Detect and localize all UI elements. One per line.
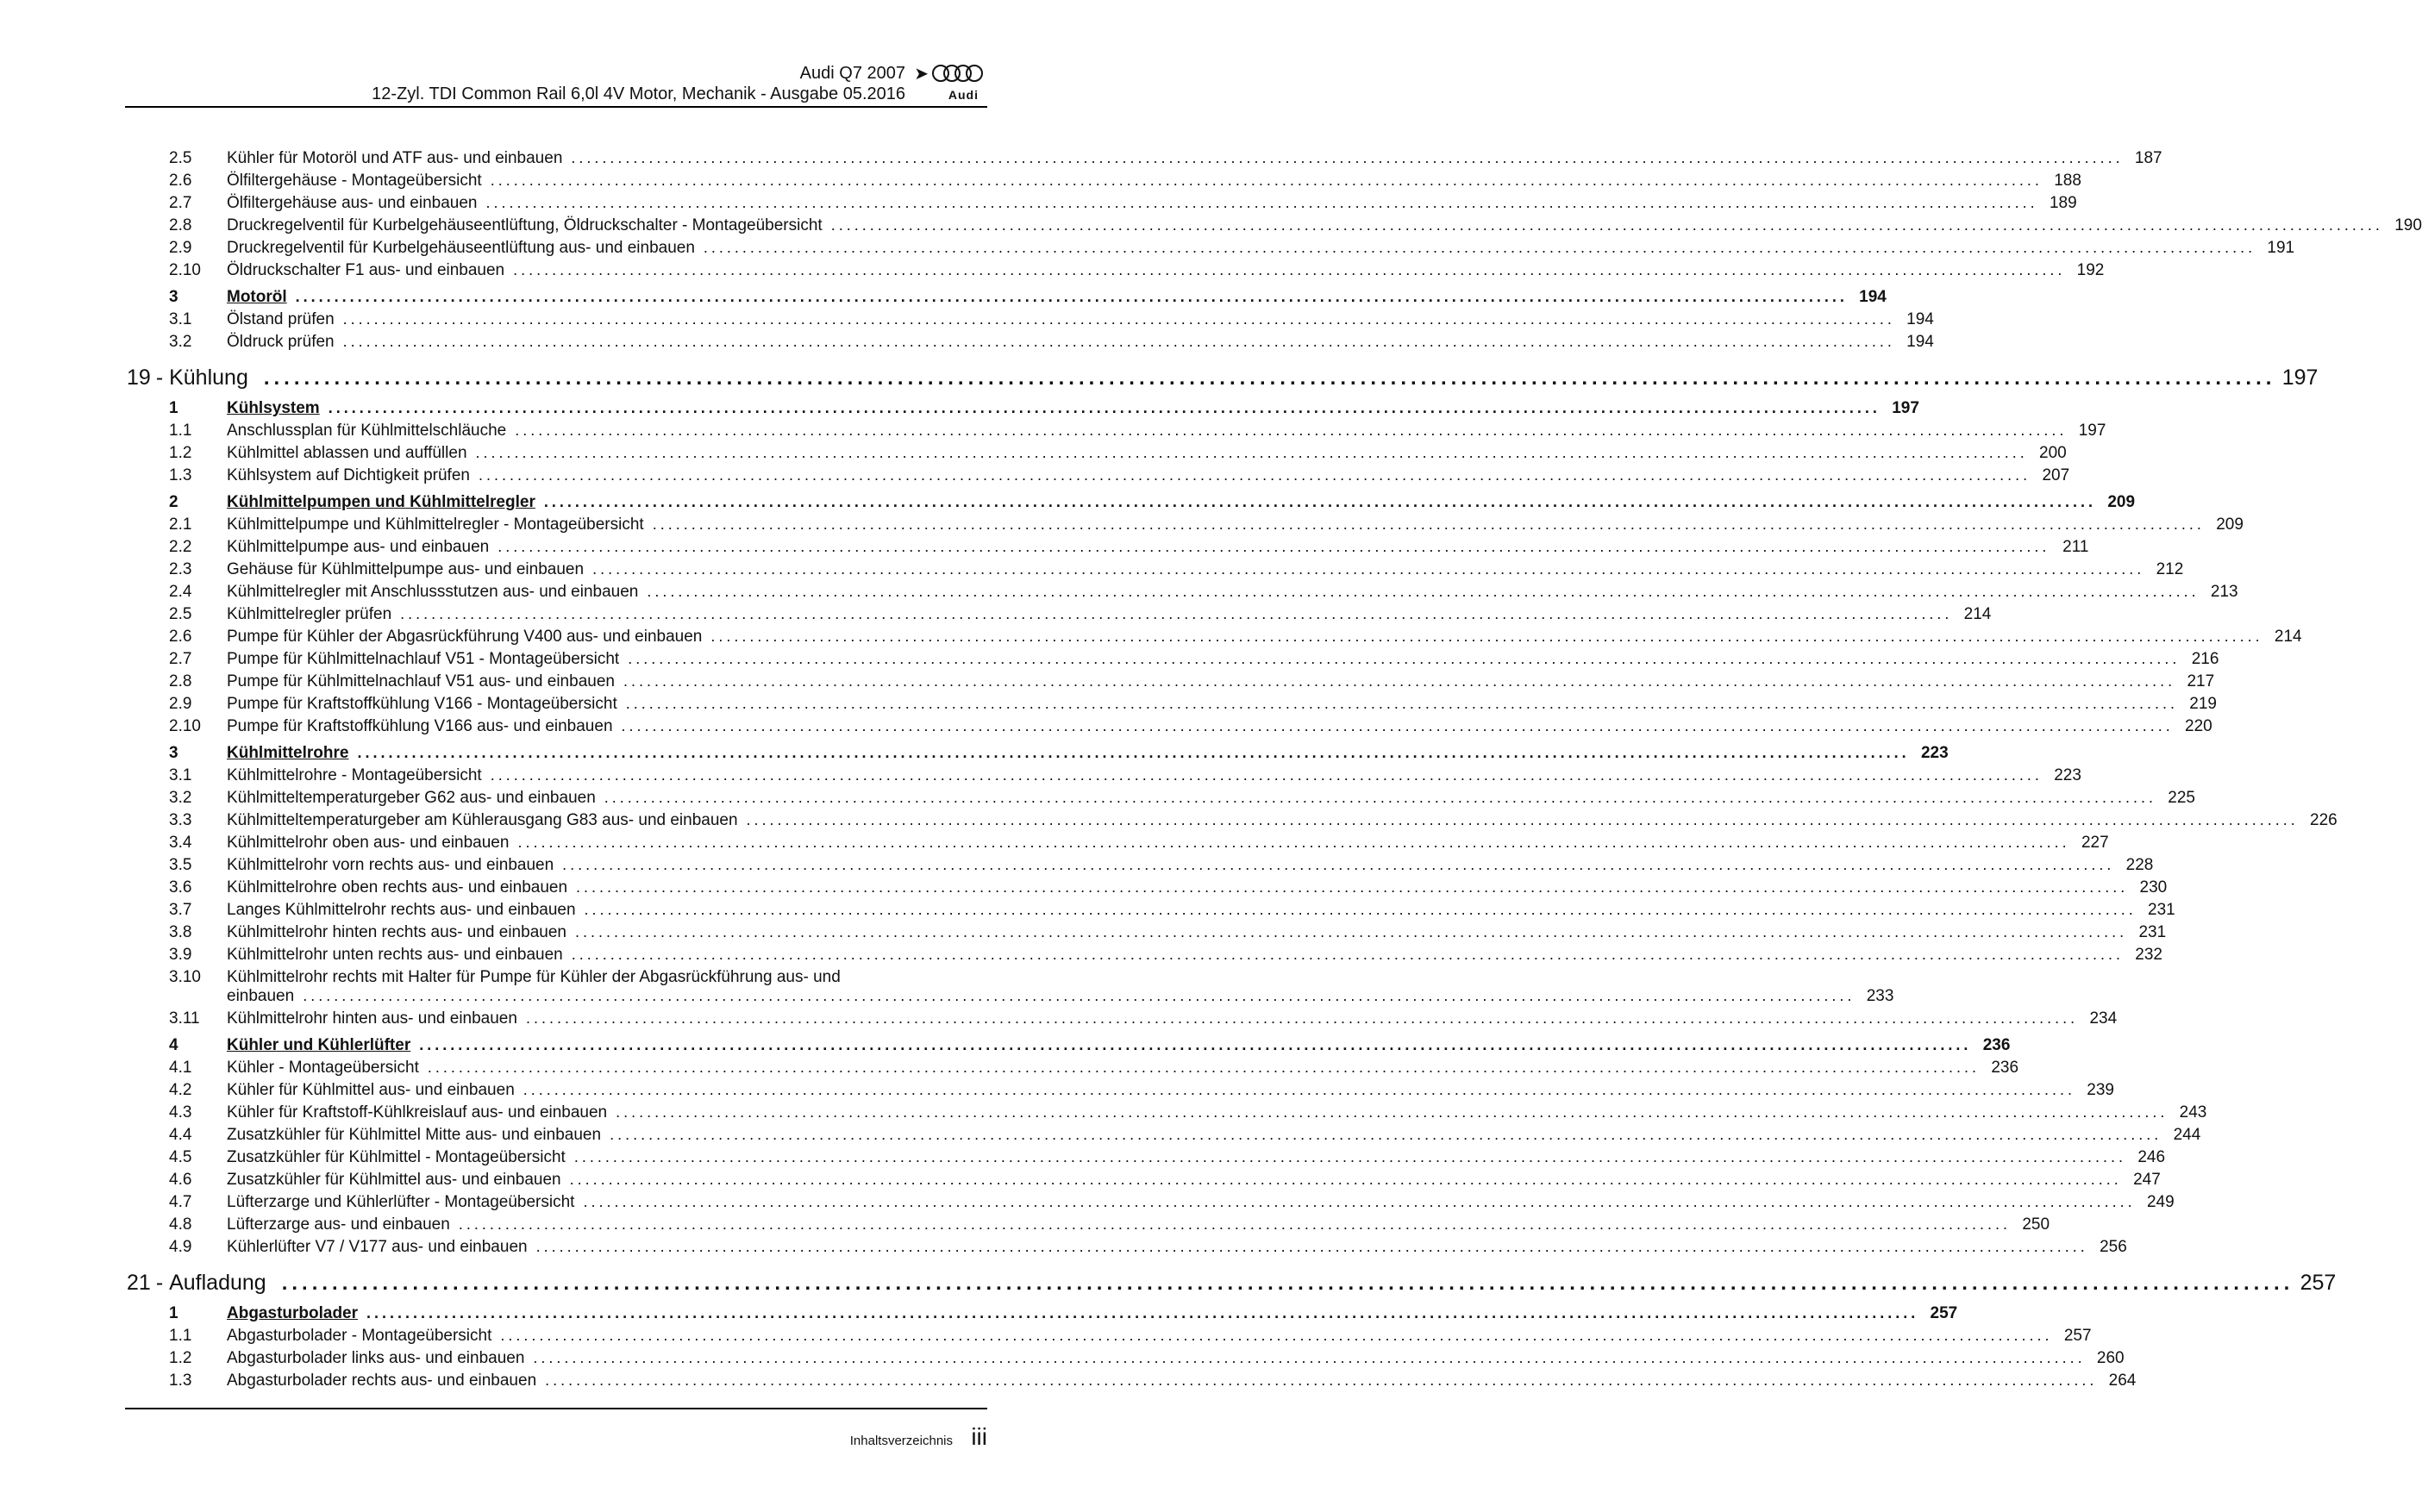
dot-leader: ........................................................................................................................................................................................................ (533, 1349, 2086, 1366)
toc-entry-title: Kühlmittelregler mit Anschlussstutzen aus- und einbauen (227, 583, 639, 601)
toc-entry-page: 216 (2191, 650, 2219, 668)
toc-section-title: Kühlsystem (227, 399, 320, 417)
toc-entry-title: Ölfiltergehäuse - Montageübersicht (227, 172, 482, 190)
toc-entry-number: 2.8 (169, 672, 192, 690)
dot-leader: ........................................................................................................................................................................................................ (517, 834, 2070, 851)
toc-entry[interactable] (125, 444, 2067, 466)
toc-entry-title: Kühler für Kraftstoff-Kühlkreislauf aus- und einbauen (227, 1103, 608, 1122)
toc-entry-title: Ölfiltergehäuse aus- und einbauen (227, 194, 478, 212)
toc-chapter-separator: - (155, 366, 170, 390)
dot-leader: ........................................................................................................................................................................................................ (576, 878, 2129, 896)
toc-entry-number: 4.9 (169, 1238, 192, 1256)
toc-entry[interactable] (125, 1371, 2137, 1394)
toc-entry-number: 1.3 (169, 466, 192, 484)
toc-entry-title: Langes Kühlmittelrohr rechts aus- und einbauen (227, 901, 576, 919)
toc-section[interactable] (125, 288, 1887, 310)
toc-entry-title: Lüfterzarge aus- und einbauen (227, 1215, 450, 1234)
audi-wordmark: Audi (948, 88, 979, 102)
toc-entry[interactable] (125, 466, 2070, 489)
toc-entry-page: 217 (2187, 672, 2215, 690)
toc-entry-page: 223 (2054, 766, 2081, 784)
toc-section-title: Motoröl (227, 288, 287, 306)
table-of-contents (125, 149, 2422, 1394)
toc-entry[interactable] (125, 856, 2154, 878)
toc-entry[interactable] (125, 834, 2109, 856)
toc-entry-number: 3.2 (169, 789, 192, 807)
toc-entry-number: 4.6 (169, 1171, 192, 1189)
toc-entry-page: 226 (2310, 811, 2338, 829)
toc-entry-page: 230 (2139, 878, 2168, 897)
toc-chapter-page: 257 (2300, 1271, 2337, 1295)
dot-leader: ........................................................................................................................................................................................................ (475, 444, 2028, 461)
toc-entry-title: Zusatzkühler für Kühlmittel - Montageübersicht (227, 1148, 566, 1166)
dot-leader: ........................................................................................................................................................................................................ (490, 172, 2043, 189)
toc-entry-number: 3.5 (169, 856, 192, 874)
toc-entry-page: 256 (2100, 1238, 2127, 1256)
toc-entry-page: 213 (2210, 583, 2238, 601)
dot-leader: ........................................................................................................................................................................................................ (525, 1009, 2079, 1027)
toc-entry-title: Kühlmittelrohre - Montageübersicht (227, 766, 482, 784)
toc-entry-number: 3.10 (169, 968, 201, 986)
audi-rings-logo (931, 64, 985, 83)
dot-leader: ........................................................................................................................................................................................................ (571, 149, 2124, 166)
toc-chapter-title: Kühlung (169, 366, 248, 390)
toc-chapter[interactable] (125, 366, 2319, 395)
toc-entry-page: 220 (2185, 717, 2212, 735)
dot-leader: ........................................................................................................................................................................................................ (746, 811, 2299, 828)
toc-section-title: Abgasturbolader (227, 1304, 359, 1322)
toc-entry[interactable] (125, 1193, 2175, 1215)
toc-section-page: 194 (1859, 288, 1887, 306)
toc-entry-page: 200 (2039, 444, 2067, 462)
dot-leader: ........................................................................................................................................................................................................ (574, 923, 2128, 940)
toc-entry-page: 231 (2138, 923, 2167, 941)
toc-entry-title: Anschlussplan für Kühlmittelschläuche (227, 422, 507, 440)
toc-entry-page: 233 (1866, 987, 1894, 1005)
toc-entry-title: Kühlmittelrohr hinten rechts aus- und einbauen (227, 923, 566, 941)
toc-entry-title: Kühler - Montageübersicht (227, 1059, 419, 1077)
toc-entry-page: 227 (2081, 834, 2109, 852)
toc-entry[interactable] (125, 946, 2162, 968)
toc-section-page: 223 (1920, 744, 1949, 762)
dot-leader: ........................................................................................................................................................................................................ (604, 789, 2156, 806)
toc-entry-page: 194 (1906, 310, 1934, 328)
toc-entry-number: 1.1 (169, 422, 192, 440)
toc-section-title: Kühlmittelrohre (227, 744, 349, 762)
toc-entry[interactable] (125, 878, 2168, 901)
toc-entry-number: 2.7 (169, 650, 192, 668)
toc-entry-title: Kühlmitteltemperaturgeber G62 aus- und einbauen (227, 789, 596, 807)
toc-entry[interactable] (125, 194, 2077, 216)
toc-entry[interactable] (125, 1009, 2118, 1032)
toc-entry-number: 1.2 (169, 1349, 192, 1367)
toc-entry-title: Kühlmittelpumpe und Kühlmittelregler - Montageübersicht (227, 515, 644, 534)
toc-entry-page: 234 (2089, 1009, 2118, 1028)
toc-entry-number: 4.2 (169, 1081, 192, 1099)
toc-entry-number: 2.9 (169, 695, 192, 713)
toc-entry[interactable] (125, 1126, 2201, 1148)
dot-leader: ........................................................................................................................................................................................................ (515, 422, 2068, 439)
toc-entry-page: 244 (2173, 1126, 2201, 1144)
toc-entry[interactable] (125, 672, 2215, 695)
toc-entry-title: Kühlmittelrohr unten rechts aus- und einbauen (227, 946, 563, 964)
toc-entry-number: 2.1 (169, 515, 192, 534)
toc-entry[interactable] (125, 968, 1894, 1009)
dot-leader: ........................................................................................................................................................................................................ (281, 1271, 2294, 1295)
toc-entry-page: 228 (2125, 856, 2154, 874)
toc-entry[interactable] (125, 261, 2105, 284)
toc-entry-number: 2.3 (169, 560, 192, 578)
toc-entry-title: Pumpe für Kraftstoffkühlung V166 - Montageübersicht (227, 695, 617, 713)
toc-entry-title: Pumpe für Kühler der Abgasrückführung V400 aus- und einbauen (227, 628, 703, 646)
dot-leader: ........................................................................................................................................................................................................ (543, 493, 2097, 510)
toc-entry-title: Druckregelventil für Kurbelgehäuseentlüftung aus- und einbauen (227, 239, 695, 257)
toc-entry[interactable] (125, 1148, 2166, 1171)
dot-leader: ........................................................................................................................................................................................................ (513, 261, 2066, 278)
toc-entry-page: 187 (2134, 149, 2162, 167)
dot-leader: ........................................................................................................................................................................................................ (498, 538, 2050, 555)
toc-entry-number: 3.9 (169, 946, 192, 964)
toc-entry-page: 212 (2156, 560, 2184, 578)
toc-entry-title: Öldruck prüfen (227, 333, 335, 351)
dot-leader: ........................................................................................................................................................................................................ (584, 901, 2137, 918)
toc-entry-page: 214 (2274, 628, 2302, 646)
toc-entry-page: 214 (1963, 605, 1992, 623)
toc-chapter[interactable] (125, 1271, 2337, 1300)
toc-entry-page: 232 (2135, 946, 2162, 964)
toc-entry-number: 2.9 (169, 239, 192, 257)
toc-entry-title: Ölstand prüfen (227, 310, 335, 328)
dot-leader: ........................................................................................................................................................................................................ (562, 856, 2115, 873)
toc-entry-title: Pumpe für Kühlmittelnachlauf V51 aus- und einbauen (227, 672, 615, 690)
toc-entry-page: 243 (2179, 1103, 2207, 1122)
toc-entry-page: 188 (2054, 172, 2081, 190)
toc-entry-title: Abgasturbolader links aus- und einbauen (227, 1349, 525, 1367)
toc-entry-page: 249 (2146, 1193, 2175, 1211)
toc-entry-title: Kühlmittelrohr rechts mit Halter für Pumpe für Kühler der Abgasrückführung aus- und (227, 968, 841, 986)
toc-entry-title: Druckregelventil für Kurbelgehäuseentlüftung, Öldruckschalter - Montageübersicht (227, 216, 823, 234)
dot-leader: ........................................................................................................................................................................................................ (710, 628, 2263, 645)
toc-entry-number: 3.11 (169, 1009, 200, 1028)
toc-entry-title: Kühlmittelregler prüfen (227, 605, 392, 623)
toc-entry[interactable] (125, 605, 1992, 628)
toc-section-number: 3 (169, 744, 178, 762)
header-subtitle: 12-Zyl. TDI Common Rail 6,0l 4V Motor, Mechanik - Ausgabe 05.2016 (372, 84, 905, 103)
toc-entry-number: 4.8 (169, 1215, 192, 1234)
toc-entry[interactable] (125, 422, 2106, 444)
dot-leader: ........................................................................................................................................................................................................ (569, 1171, 2122, 1188)
dot-leader: ........................................................................................................................................................................................................ (830, 216, 2383, 234)
dot-leader: ........................................................................................................................................................................................................ (357, 744, 1910, 761)
dot-leader: ........................................................................................................................................................................................................ (623, 672, 2176, 690)
toc-entry[interactable] (125, 1349, 2125, 1371)
toc-section-title: Kühlmittelpumpen und Kühlmittelregler (227, 493, 535, 511)
toc-entry-page: 197 (2078, 422, 2106, 440)
toc-entry-number: 3.7 (169, 901, 192, 919)
toc-chapter-page: 197 (2281, 366, 2319, 390)
dot-leader: ........................................................................................................................................................................................................ (545, 1371, 2098, 1389)
toc-entry-number: 2.5 (169, 605, 192, 623)
toc-entry[interactable] (125, 923, 2167, 946)
header-divider (125, 106, 987, 108)
toc-entry-number: 2.7 (169, 194, 192, 212)
dot-leader: ........................................................................................................................................................................................................ (610, 1126, 2162, 1143)
toc-entry[interactable] (125, 1215, 2050, 1238)
toc-entry-page: 231 (2148, 901, 2175, 919)
toc-entry[interactable] (125, 628, 2302, 650)
toc-section-page: 236 (1982, 1036, 2011, 1054)
toc-section[interactable] (125, 399, 1919, 422)
toc-entry-title: Kühlmitteltemperaturgeber am Kühlerausgang G83 aus- und einbauen (227, 811, 738, 829)
dot-leader: ........................................................................................................................................................................................................ (366, 1304, 1919, 1321)
toc-section-number: 1 (169, 399, 178, 417)
toc-entry-number: 1.1 (169, 1327, 192, 1345)
dot-leader: ........................................................................................................................................................................................................ (500, 1327, 2053, 1344)
footer-label: Inhaltsverzeichnis (849, 1434, 953, 1448)
toc-entry-number: 2.5 (169, 149, 192, 167)
dot-leader: ........................................................................................................................................................................................................ (592, 560, 2145, 578)
toc-entry[interactable] (125, 901, 2175, 923)
toc-entry-title: Lüfterzarge und Kühlerlüfter - Montageübersicht (227, 1193, 575, 1211)
dot-leader: ........................................................................................................................................................................................................ (427, 1059, 1981, 1076)
toc-chapter-title: Aufladung (169, 1271, 266, 1295)
toc-section-title: Kühler und Kühlerlüfter (227, 1036, 411, 1054)
toc-entry-number: 3.3 (169, 811, 192, 829)
toc-entry-line (125, 968, 987, 987)
dot-leader: ........................................................................................................................................................................................................ (328, 399, 1881, 416)
toc-entry-title: Kühler für Motoröl und ATF aus- und einbauen (227, 149, 563, 167)
toc-entry-number: 2.10 (169, 717, 201, 735)
toc-section-number: 4 (169, 1036, 178, 1054)
toc-entry-title: Kühlsystem auf Dichtigkeit prüfen (227, 466, 470, 484)
toc-entry-page: 189 (2049, 194, 2077, 212)
dot-leader: ........................................................................................................................................................................................................ (485, 194, 2038, 211)
toc-section-number: 1 (169, 1304, 178, 1322)
toc-entry-number: 4.4 (169, 1126, 192, 1144)
toc-entry[interactable] (125, 239, 2295, 261)
toc-entry-title: Kühler für Kühlmittel aus- und einbauen (227, 1081, 515, 1099)
toc-entry-title: Zusatzkühler für Kühlmittel Mitte aus- und einbauen (227, 1126, 602, 1144)
toc-entry-number: 4.1 (169, 1059, 192, 1077)
toc-section-page: 257 (1930, 1304, 1958, 1322)
toc-entry-title: Kühlmittelrohr hinten aus- und einbauen (227, 1009, 517, 1028)
arrow-right-icon: ➤ (914, 65, 929, 84)
toc-entry-page: 236 (1991, 1059, 2019, 1077)
dot-leader: ........................................................................................................................................................................................................ (478, 466, 2031, 484)
toc-entry-page: 192 (2076, 261, 2105, 279)
toc-entry-title: Kühlmittelrohr vorn rechts aus- und einbauen (227, 856, 554, 874)
toc-section-page: 197 (1892, 399, 1919, 417)
footer-divider (125, 1408, 987, 1409)
dot-leader: ........................................................................................................................................................................................................ (621, 717, 2174, 734)
toc-entry[interactable] (125, 310, 1934, 333)
toc-entry-number: 4.7 (169, 1193, 192, 1211)
toc-entry[interactable] (125, 216, 2422, 239)
toc-entry-page: 194 (1906, 333, 1934, 351)
toc-entry[interactable] (125, 1327, 2092, 1349)
toc-entry[interactable] (125, 333, 1934, 355)
toc-entry-page: 264 (2108, 1371, 2137, 1390)
dot-leader: ........................................................................................................................................................................................................ (490, 766, 2043, 784)
toc-entry-page: 239 (2087, 1081, 2114, 1099)
dot-leader: ........................................................................................................................................................................................................ (400, 605, 1953, 622)
dot-leader: ........................................................................................................................................................................................................ (295, 288, 1848, 305)
toc-entry-page: 246 (2137, 1148, 2166, 1166)
toc-entry[interactable] (125, 560, 2184, 583)
toc-entry[interactable] (125, 538, 2089, 560)
toc-entry[interactable] (125, 515, 2244, 538)
toc-entry[interactable] (125, 583, 2238, 605)
toc-entry-title: Pumpe für Kraftstoffkühlung V166 aus- und einbauen (227, 717, 613, 735)
toc-entry-number: 4.3 (169, 1103, 192, 1122)
toc-entry[interactable] (125, 1081, 2114, 1103)
toc-entry-number: 3.6 (169, 878, 192, 897)
dot-leader: ........................................................................................................................................................................................................ (458, 1215, 2012, 1233)
toc-entry[interactable] (125, 717, 2212, 740)
toc-entry-line (125, 987, 1894, 1009)
dot-leader: ........................................................................................................................................................................................................ (647, 583, 2200, 600)
dot-leader: ........................................................................................................................................................................................................ (571, 946, 2124, 963)
toc-entry-page: 250 (2022, 1215, 2050, 1234)
toc-section-page: 209 (2107, 493, 2136, 511)
toc-section-number: 2 (169, 493, 178, 511)
dot-leader: ........................................................................................................................................................................................................ (573, 1148, 2127, 1165)
toc-entry-number: 3.8 (169, 923, 192, 941)
toc-entry-title: Kühlmittelrohr oben aus- und einbauen (227, 834, 510, 852)
toc-section-number: 3 (169, 288, 178, 306)
toc-entry-page: 257 (2063, 1327, 2092, 1345)
dot-leader: ........................................................................................................................................................................................................ (652, 515, 2205, 533)
dot-leader: ........................................................................................................................................................................................................ (523, 1081, 2075, 1098)
toc-entry-title: Zusatzkühler für Kühlmittel aus- und einbauen (227, 1171, 561, 1189)
dot-leader: ........................................................................................................................................................................................................ (342, 310, 1895, 328)
toc-entry-number: 2.8 (169, 216, 192, 234)
toc-chapter-number: 21 (127, 1271, 151, 1295)
toc-entry-page: 190 (2394, 216, 2422, 234)
toc-entry-page: 207 (2042, 466, 2070, 484)
dot-leader: ........................................................................................................................................................................................................ (703, 239, 2256, 256)
toc-section[interactable] (125, 1036, 2011, 1059)
toc-entry[interactable] (125, 172, 2081, 194)
toc-entry-number: 2.6 (169, 172, 192, 190)
toc-entry-page: 219 (2189, 695, 2217, 713)
toc-entry-page: 209 (2216, 515, 2244, 534)
toc-entry-page: 260 (2096, 1349, 2125, 1367)
toc-entry-number: 3.1 (169, 766, 192, 784)
toc-entry-title: Öldruckschalter F1 aus- und einbauen (227, 261, 505, 279)
toc-entry[interactable] (125, 1103, 2207, 1126)
toc-entry[interactable] (125, 1238, 2127, 1260)
toc-section[interactable] (125, 493, 2136, 515)
toc-entry[interactable] (125, 811, 2338, 834)
toc-entry[interactable] (125, 149, 2162, 172)
toc-entry-title: Abgasturbolader - Montageübersicht (227, 1327, 492, 1345)
page-number: iii (971, 1423, 987, 1450)
toc-entry-number: 3.4 (169, 834, 192, 852)
toc-entry-number: 3.2 (169, 333, 192, 351)
toc-entry-page: 225 (2168, 789, 2195, 807)
dot-leader: ........................................................................................................................................................................................................ (628, 650, 2181, 667)
toc-entry[interactable] (125, 695, 2217, 717)
toc-chapter-number: 19 (127, 366, 151, 390)
toc-entry-title: Kühlmittel ablassen und auffüllen (227, 444, 467, 462)
toc-entry-page: 247 (2133, 1171, 2161, 1189)
header-model: Audi Q7 2007 (799, 64, 905, 83)
toc-entry-number: 2.10 (169, 261, 201, 279)
dot-leader: ........................................................................................................................................................................................................ (303, 987, 1856, 1004)
toc-section[interactable] (125, 744, 1949, 766)
dot-leader: ........................................................................................................................................................................................................ (535, 1238, 2088, 1255)
toc-entry-title: Abgasturbolader rechts aus- und einbauen (227, 1371, 537, 1390)
dot-leader: ........................................................................................................................................................................................................ (625, 695, 2178, 712)
toc-entry-title: Kühlmittelpumpe aus- und einbauen (227, 538, 490, 556)
dot-leader: ........................................................................................................................................................................................................ (342, 333, 1895, 350)
toc-entry[interactable] (125, 789, 2195, 811)
toc-section[interactable] (125, 1304, 1958, 1327)
toc-entry-page: 211 (2062, 538, 2089, 556)
dot-leader: ........................................................................................................................................................................................................ (263, 366, 2276, 390)
toc-entry-title: Kühlmittelrohre oben rechts aus- und einbauen (227, 878, 568, 897)
toc-entry-number: 2.2 (169, 538, 192, 556)
toc-entry-title: Gehäuse für Kühlmittelpumpe aus- und einbauen (227, 560, 585, 578)
dot-leader: ........................................................................................................................................................................................................ (616, 1103, 2169, 1121)
toc-entry[interactable] (125, 1059, 2019, 1081)
toc-entry[interactable] (125, 1171, 2161, 1193)
toc-entry-number: 4.5 (169, 1148, 192, 1166)
toc-entry-number: 1.2 (169, 444, 192, 462)
dot-leader: ........................................................................................................................................................................................................ (583, 1193, 2136, 1210)
toc-entry-number: 2.4 (169, 583, 192, 601)
dot-leader: ........................................................................................................................................................................................................ (419, 1036, 1972, 1053)
toc-entry-title-continued: einbauen (227, 987, 295, 1005)
toc-entry-page: 191 (2267, 239, 2295, 257)
toc-entry-number: 2.6 (169, 628, 192, 646)
toc-entry[interactable] (125, 650, 2219, 672)
toc-entry-title: Pumpe für Kühlmittelnachlauf V51 - Montageübersicht (227, 650, 620, 668)
toc-entry-number: 3.1 (169, 310, 192, 328)
toc-entry[interactable] (125, 766, 2081, 789)
toc-entry-title: Kühlerlüfter V7 / V177 aus- und einbauen (227, 1238, 528, 1256)
toc-entry-number: 1.3 (169, 1371, 192, 1390)
toc-chapter-separator: - (155, 1271, 170, 1295)
